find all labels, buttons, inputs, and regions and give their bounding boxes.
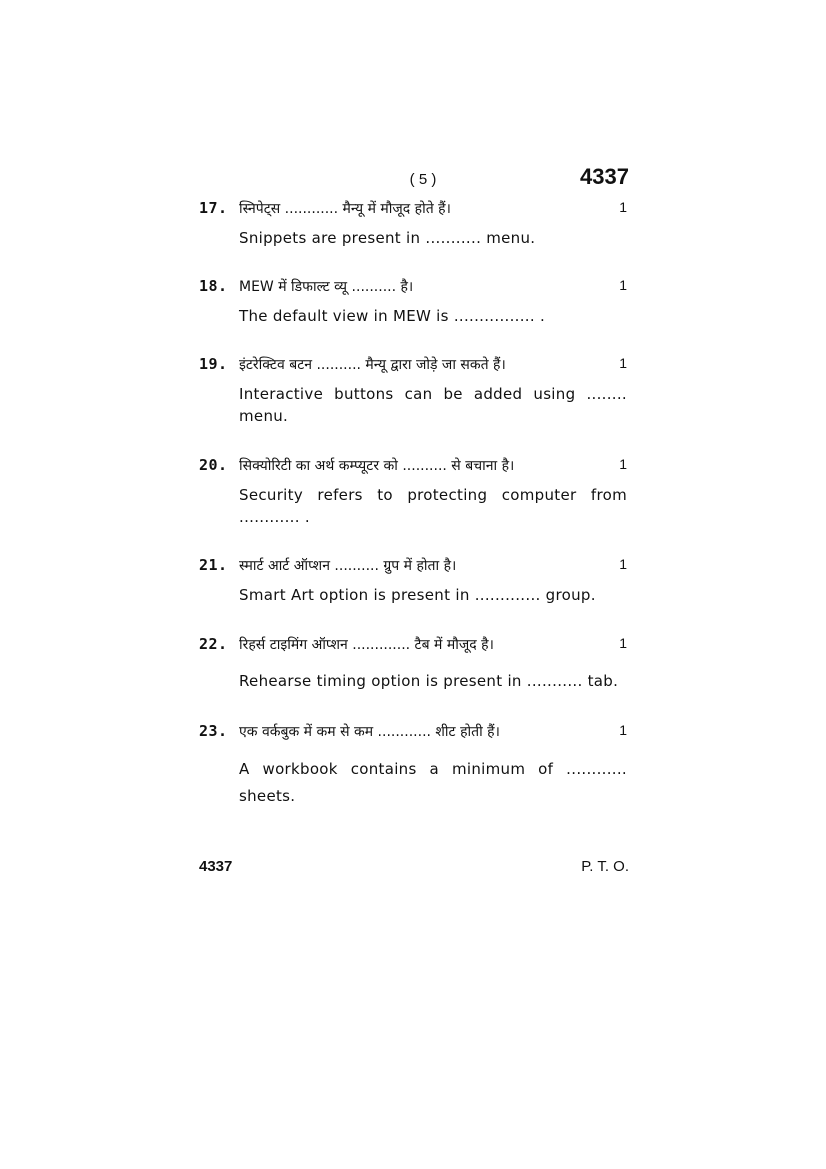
question-english-line: ............ . xyxy=(239,508,310,526)
question-hindi: रिहर्स टाइमिंग ऑप्शन ............. टैब में मौजूद है। xyxy=(239,637,494,653)
question-marks: 1 xyxy=(619,456,627,472)
question-number: 21. xyxy=(199,556,228,574)
question-hindi: MEW में डिफाल्ट व्यू .......... है। xyxy=(239,279,414,295)
question-marks: 1 xyxy=(619,199,627,215)
question-english: Snippets are present in ........... menu. xyxy=(239,229,536,247)
question-number: 19. xyxy=(199,355,228,373)
question-marks: 1 xyxy=(619,556,627,572)
question-hindi: इंटरेक्टिव बटन .......... मैन्यू द्वारा जोड़े जा सकते हैं। xyxy=(239,357,506,373)
question-english: The default view in MEW is ................ . xyxy=(239,307,546,325)
question-number: 17. xyxy=(199,199,228,217)
question-19 xyxy=(199,355,629,427)
question-number: 18. xyxy=(199,277,228,295)
question-english-line: sheets. xyxy=(239,787,296,805)
question-hindi: सिक्योरिटी का अर्थ कम्प्यूटर को .......... से बचाना है। xyxy=(239,458,515,474)
question-marks: 1 xyxy=(619,722,627,738)
question-english-line: Security refers to protecting computer from xyxy=(239,486,627,504)
question-number: 22. xyxy=(199,635,228,653)
question-english xyxy=(239,484,627,528)
question-number: 23. xyxy=(199,722,228,740)
question-english xyxy=(239,756,627,810)
question-english xyxy=(239,383,627,427)
question-21 xyxy=(199,556,629,606)
question-english-line: menu. xyxy=(239,407,289,425)
question-hindi: स्निपेट्स ............ मैन्यू में मौजूद होते हैं। xyxy=(239,201,451,217)
question-17 xyxy=(199,199,629,249)
question-marks: 1 xyxy=(619,355,627,371)
pto-label: P. T. O. xyxy=(581,858,629,875)
paper-code-footer: 4337 xyxy=(199,858,233,875)
question-marks: 1 xyxy=(619,635,627,651)
page-number: ( 5 ) xyxy=(409,171,437,188)
question-english: Smart Art option is present in ............. group. xyxy=(239,586,596,604)
question-number: 20. xyxy=(199,456,228,474)
question-23 xyxy=(199,722,629,805)
question-hindi: स्मार्ट आर्ट ऑप्शन .......... ग्रुप में होता है। xyxy=(239,558,457,574)
question-english-line: A workbook contains a minimum of ............ xyxy=(239,760,627,778)
question-marks: 1 xyxy=(619,277,627,293)
question-english-line: Interactive buttons can be added using ........ xyxy=(239,385,627,403)
question-20 xyxy=(199,456,629,528)
paper-code-header: 4337 xyxy=(580,164,629,189)
question-hindi: एक वर्कबुक में कम से कम ............ शीट होती हैं। xyxy=(239,724,500,740)
question-18 xyxy=(199,277,629,327)
question-english: Rehearse timing option is present in ........... tab. xyxy=(239,672,619,690)
question-22 xyxy=(199,635,629,695)
